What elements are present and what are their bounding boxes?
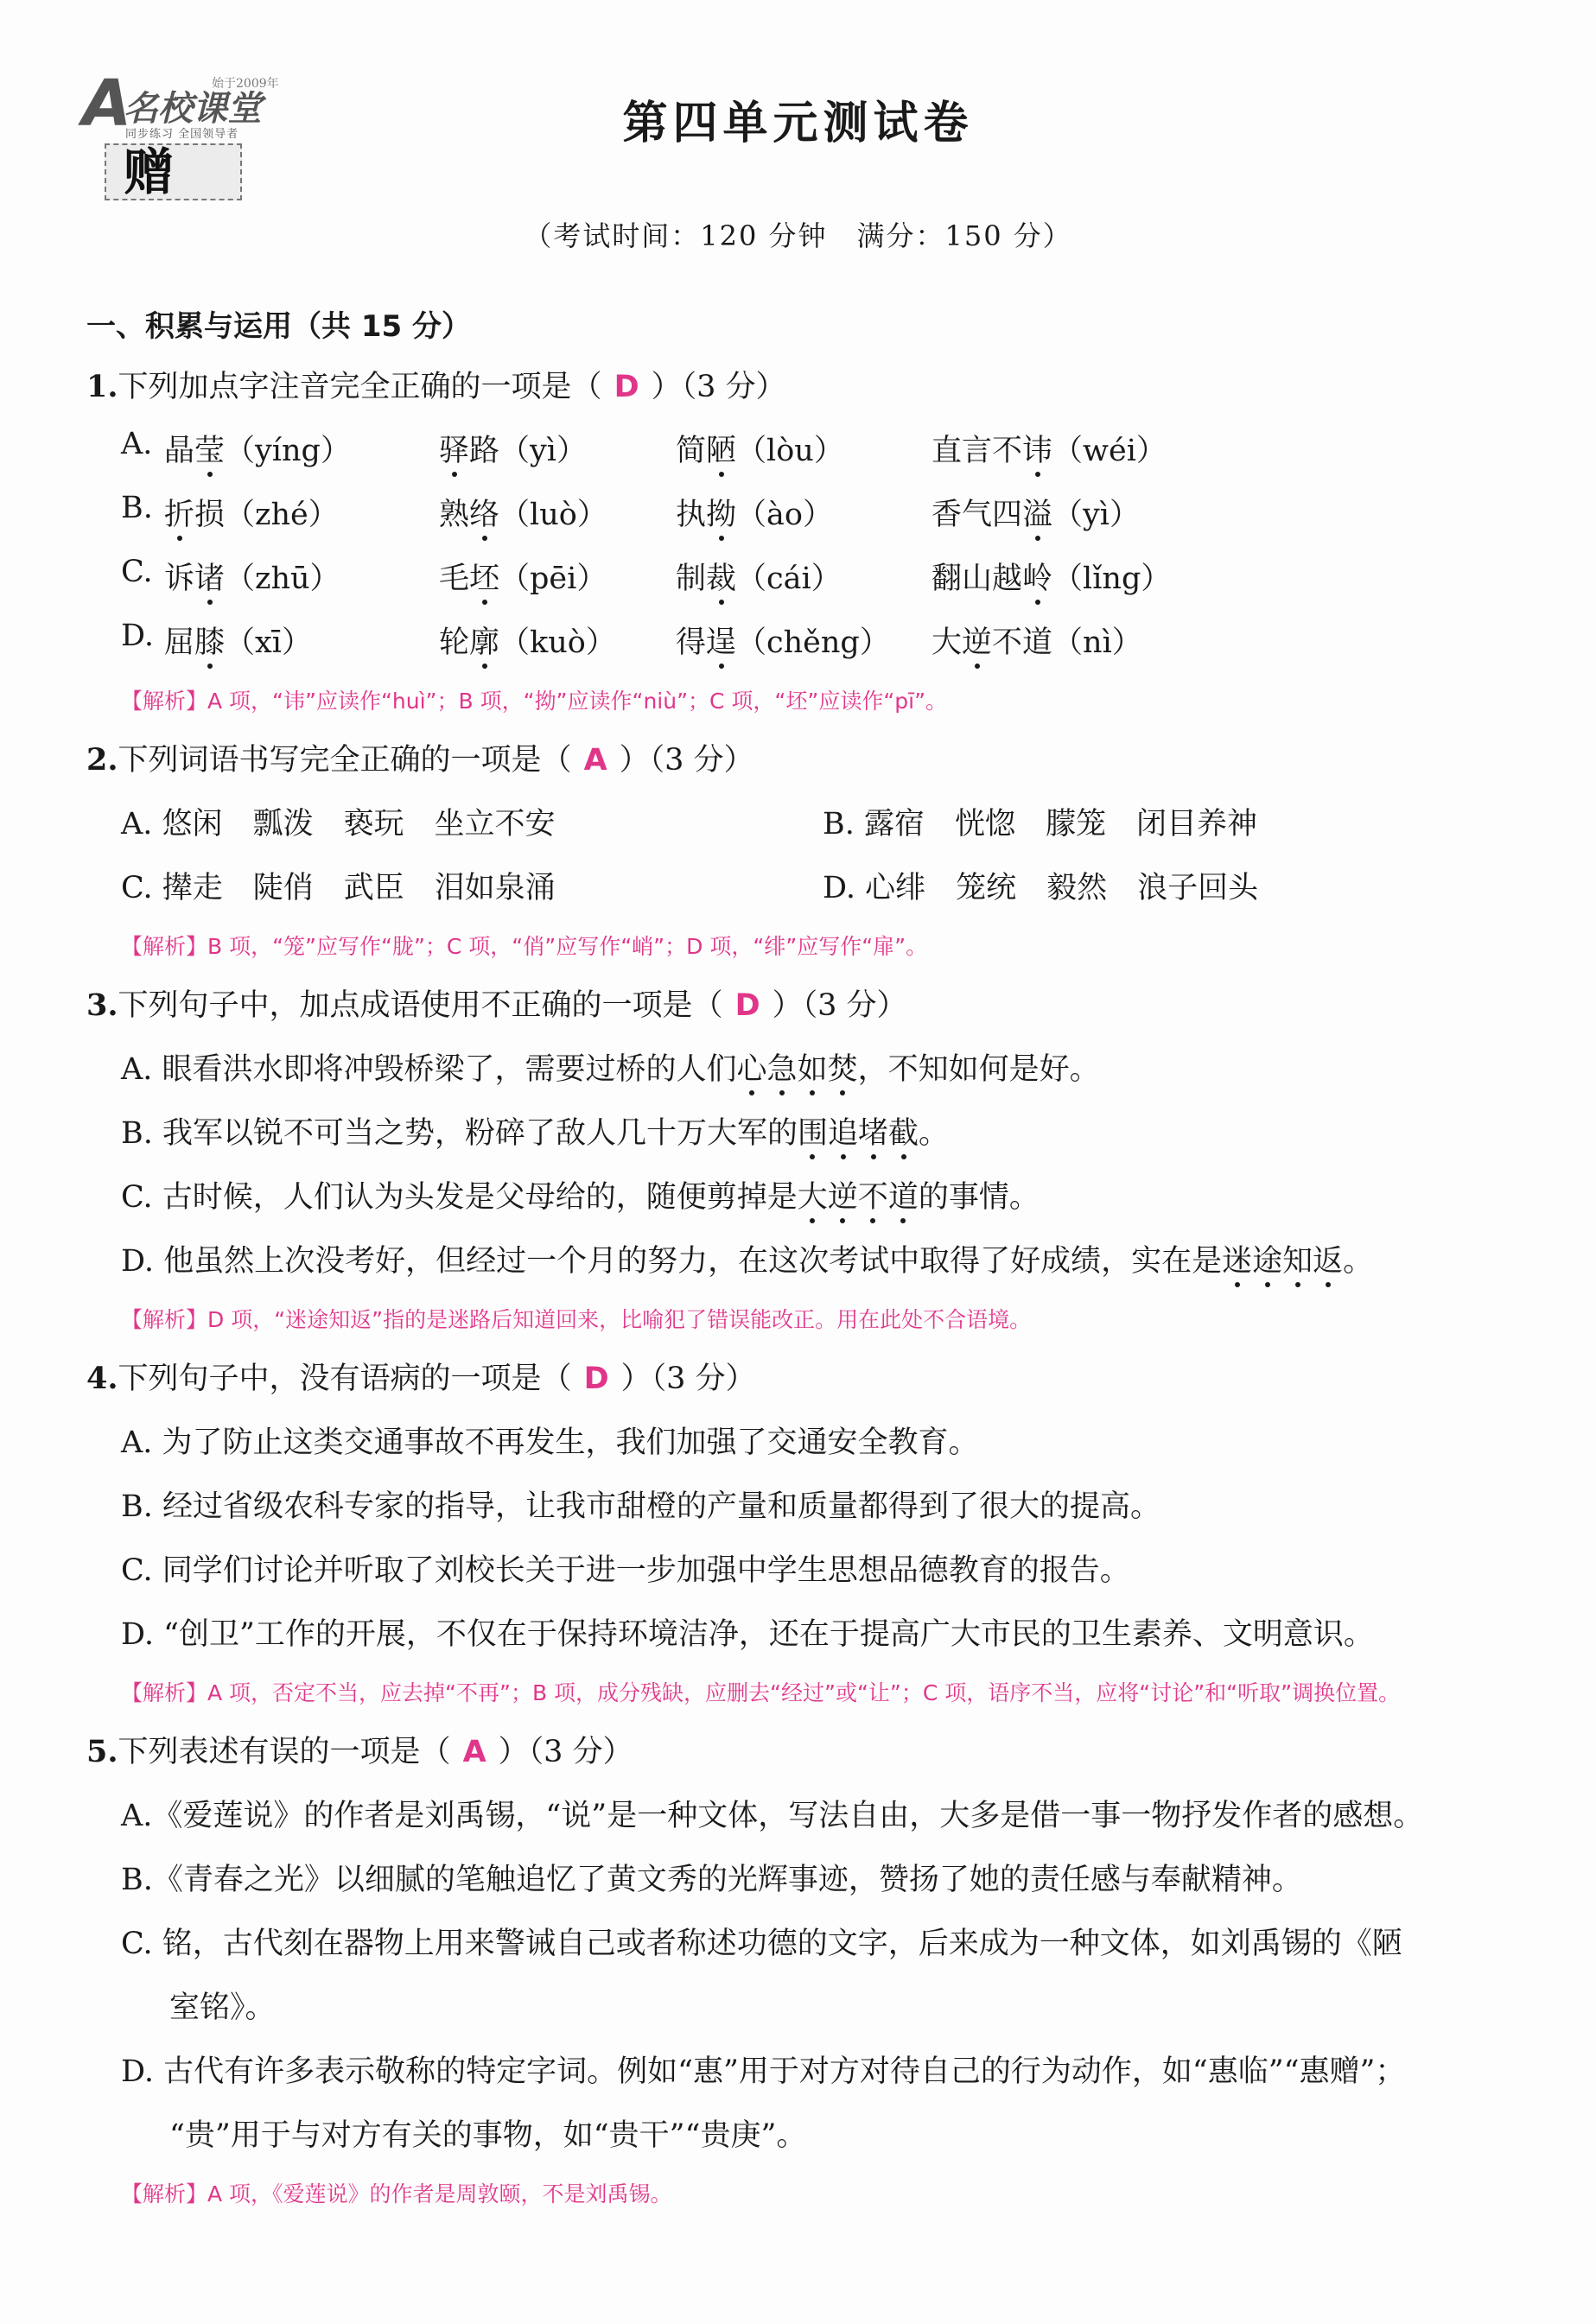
question-number: 5. xyxy=(86,1734,118,1769)
q5-option-a: A.《爱莲说》的作者是刘禹锡，“说”是一种文体，写法自由，大多是借一事一物抒发作者的感想。 xyxy=(121,1799,1424,1833)
q1-option-b-word2: 熟络（luò） xyxy=(439,491,607,534)
question-number: 1. xyxy=(86,369,118,404)
q4-option-d: D. “创卫”工作的开展，不仅在于保持环境洁净，还在于提高广大市民的卫生素养、文明意识。 xyxy=(121,1617,1374,1652)
page-title: 第四单元测试卷 xyxy=(622,98,974,149)
question-score: ）（3 分） xyxy=(498,1735,633,1769)
q3-option-c: C. 古时候，人们认为头发是父母给的，随便剪掉是大逆不道的事情。 xyxy=(121,1173,1040,1216)
gift-label: 赠 xyxy=(124,143,175,201)
q3-option-d: D. 他虽然上次没考好，但经过一个月的努力，在这次考试中取得了好成绩，实在是迷途知返。 xyxy=(121,1237,1373,1280)
answer: D xyxy=(614,370,639,404)
question-stem: 下列句子中，加点成语使用不正确的一项是（ xyxy=(118,988,723,1023)
question-score: ）（3 分） xyxy=(620,1362,756,1396)
q1-option-b-word3: 执拗（ào） xyxy=(676,491,833,534)
q1-option-a-word3: 简陋（lòu） xyxy=(676,427,844,470)
q1-option-a-label: A. xyxy=(121,427,153,461)
q1-option-a-word2: 驿路（yì） xyxy=(439,427,587,470)
q5-option-b: B.《青春之光》以细腻的笔触追忆了黄文秀的光辉事迹，赞扬了她的责任感与奉献精神。 xyxy=(121,1863,1302,1897)
question-number: 3. xyxy=(86,987,118,1023)
q1-option-d-word1: 屈膝（xī） xyxy=(164,619,312,662)
question-2 xyxy=(86,736,754,779)
q4-option-c: C. 同学们讨论并听取了刘校长关于进一步加强中学生思想品德教育的报告。 xyxy=(121,1553,1130,1588)
question-score: ）（3 分） xyxy=(651,370,786,404)
section-heading: 一、积累与运用（共 15 分） xyxy=(86,309,471,344)
gift-stamp xyxy=(105,143,242,200)
logo-subtitle: 同步练习 全国领导者 xyxy=(125,128,239,141)
logo-brand: 名校课堂 xyxy=(124,89,262,129)
q4-option-a: A. 为了防止这类交通事故不再发生，我们加强了交通安全教育。 xyxy=(121,1426,979,1460)
q5-option-d-line1: D. 古代有许多表示敬称的特定字词。例如“惠”用于对方对待自己的行为动作，如“惠临”“惠赠”； xyxy=(121,2054,1406,2089)
question-score: ）（3 分） xyxy=(619,743,754,778)
q2-option-a: A. 悠闲 瓢泼 亵玩 坐立不安 xyxy=(121,807,556,841)
q1-option-d-word2: 轮廓（kuò） xyxy=(439,619,616,662)
q1-option-c-word2: 毛坯（pēi） xyxy=(439,555,607,598)
q4-explanation: 【解析】A 项，否定不当，应去掉“不再”；B 项，成分残缺，应删去“经过”或“让”；C 项，语序不当，应将“讨论”和“听取”调换位置。 xyxy=(121,1680,1401,1705)
q5-option-c-line1: C. 铭，古代刻在器物上用来警诫自己或者称述功德的文字，后来成为一种文体，如刘禹锡的《陋 xyxy=(121,1927,1402,1961)
logo-tag: 始于2009年 xyxy=(212,77,279,91)
question-stem: 下列词语书写完全正确的一项是（ xyxy=(118,743,572,778)
q5-option-c-line2: 室铭》。 xyxy=(169,1991,276,2025)
answer: D xyxy=(583,1362,609,1396)
q1-option-c-word1: 诉诸（zhū） xyxy=(164,555,340,598)
q1-option-d-label: D. xyxy=(121,619,154,653)
q3-explanation: 【解析】D 项，“迷途知返”指的是迷路后知道回来，比喻犯了错误能改正。用在此处不合语境。 xyxy=(121,1307,1032,1332)
question-score: ）（3 分） xyxy=(772,988,907,1023)
question-stem: 下列表述有误的一项是（ xyxy=(118,1735,451,1769)
answer: A xyxy=(583,743,607,778)
question-number: 4. xyxy=(86,1361,118,1396)
q2-explanation: 【解析】B 项，“笼”应写作“胧”；C 项，“俏”应写作“峭”；D 项，“绯”应写作“扉”。 xyxy=(121,934,928,959)
q1-explanation: 【解析】A 项，“讳”应读作“huì”；B 项，“拗”应读作“niù”；C 项，“坯”应读作“pī”。 xyxy=(121,689,948,714)
q4-option-b: B. 经过省级农科专家的指导，让我市甜橙的产量和质量都得到了很大的提高。 xyxy=(121,1489,1160,1524)
q2-option-d: D. 心绯 笼统 毅然 浪子回头 xyxy=(823,871,1259,905)
exam-info: （考试时间：120 分钟 满分：150 分） xyxy=(524,219,1072,252)
answer: D xyxy=(734,988,760,1023)
q1-option-c-word3: 制裁（cái） xyxy=(676,555,842,598)
q1-option-c-label: C. xyxy=(121,555,153,589)
q1-option-c-word4: 翻山越岭（lǐng） xyxy=(932,555,1171,598)
question-4 xyxy=(86,1355,756,1398)
q2-option-b: B. 露宿 恍惚 朦笼 闭目养神 xyxy=(823,807,1257,841)
q1-option-b-label: B. xyxy=(121,491,153,525)
q3-option-a: A. 眼看洪水即将冲毁桥梁了，需要过桥的人们心急如焚，不知如何是好。 xyxy=(121,1045,1100,1089)
q1-option-d-word4: 大逆不道（nì） xyxy=(932,619,1142,662)
q2-option-c: C. 撵走 陡俏 武臣 泪如泉涌 xyxy=(121,871,556,905)
q3-option-b: B. 我军以锐不可当之势，粉碎了敌人几十万大军的围追堵截。 xyxy=(121,1109,949,1152)
q1-option-a-word1: 晶莹（yíng） xyxy=(164,427,351,470)
question-number: 2. xyxy=(86,742,118,778)
question-1 xyxy=(86,363,786,406)
q5-option-d-line2: “贵”用于与对方有关的事物，如“贵干”“贵庚”。 xyxy=(169,2118,807,2153)
q1-option-d-word3: 得逞（chěng） xyxy=(676,619,890,662)
answer: A xyxy=(462,1735,486,1769)
q1-option-b-word1: 折损（zhé） xyxy=(164,491,339,534)
question-stem: 下列句子中，没有语病的一项是（ xyxy=(118,1362,572,1396)
question-stem: 下列加点字注音完全正确的一项是（ xyxy=(118,370,602,404)
q5-explanation: 【解析】A 项，《爱莲说》的作者是周敦颐，不是刘禹锡。 xyxy=(121,2181,672,2207)
question-3 xyxy=(86,981,907,1025)
q1-option-a-word4: 直言不讳（wéi） xyxy=(932,427,1167,470)
logo-letter: A xyxy=(82,67,132,141)
question-5 xyxy=(86,1728,633,1771)
q1-option-b-word4: 香气四溢（yì） xyxy=(932,491,1140,534)
